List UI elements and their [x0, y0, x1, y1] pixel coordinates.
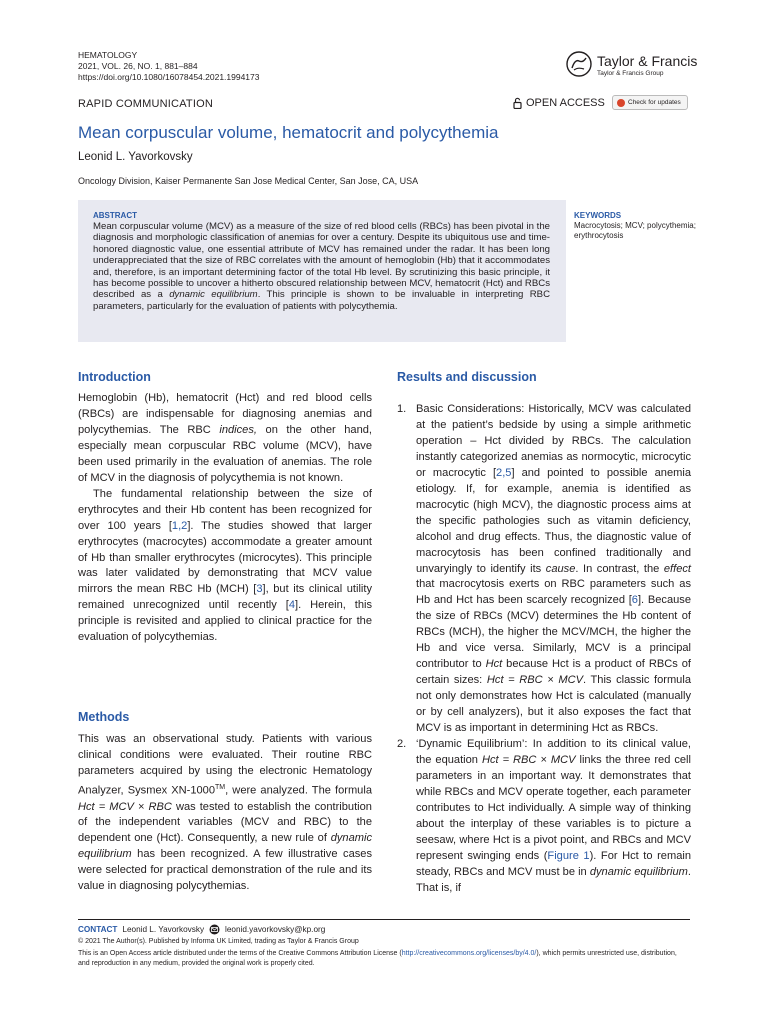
contact-label: CONTACT	[78, 925, 118, 934]
citation-link[interactable]: 4	[288, 599, 295, 612]
keywords-list: Macrocytosis; MCV; polycythemia; erythrocytosis	[574, 221, 696, 240]
figure-link[interactable]: Figure 1	[547, 849, 590, 862]
results-heading: Results and discussion	[397, 370, 537, 384]
copyright-notice: © 2021 The Author(s). Published by Informa UK Limited, trading as Taylor & Francis Group	[78, 938, 359, 945]
methods-heading: Methods	[78, 710, 130, 724]
abstract-text: Mean corpuscular volume (MCV) as a measure of the size of red blood cells (RBCs) has been pivotal in the diagnosis and morphologic classification of anemias for over a century. Despite its ubiquitous use and time-honored diagnostic value, one essential attribute of MCV has remained under the radar. It has been long underappreciated that the size of RBC correlates with the amount of hemoglobin (Hb) that it accommodates and, therefore, is an important determining factor of the total Hb level. By scrutinizing this basic principle, it has become possible to uncover a hitherto obscured relationship between MCV, hematocrit (Hct) and RBCs described as a dynamic equilibrium. This principle is shown to be invaluable in interpreting RBC parameters, particularly for the evaluation of patients with polycythemia.	[93, 221, 551, 312]
results-list	[397, 402, 691, 897]
list-item: 1. Basic Considerations: Historically, MCV was calculated at the patient’s bedside by using a simple arithmetic operation – Hct divided by RBCs. The calculation instantly categorized anemias as normocytic, microcytic or macrocytic [2,5] and pointed to possible anemia etiology. If, for example, anemia is identified as macrocytic (high MCV), the diagnostic process aims at the specific pathologies such as vitamin deficiency, alcohol and drug effects. Thus, the diagnostic value of macrocytosis has been confined traditionally and unvaryingly to identify its cause. In contrast, the effect that macrocytosis exerts on RBC parameters such as Hb and Hct has been scarcely recognized [6]. Because the size of RBCs (MCV) determines the Hb content of RBCs (MCH), the higher the MCV/MCH, the higher the Hb and vice versa. Similarly, MCV is a principal contributor to Hct because Hct is a product of RBCs of certain sizes: Hct = RBC × MCV. This classic formula not only demonstrates how Hct is calculated (manually or by cell analyzers), but it also exposes the fact that MCV is as important in determining Hct as RBCs.	[397, 403, 691, 735]
open-lock-icon	[513, 97, 522, 109]
journal-volume: 2021, VOL. 26, NO. 1, 881–884	[78, 61, 198, 71]
keywords-heading: KEYWORDS	[574, 211, 622, 220]
methods-paragraph: This was an observational study. Patients with various clinical conditions were evaluated. Their routine RBC parameters acquired by using the electronic Hematology Analyzer, Sysmex XN-1000™, were analyzed. The formula Hct = MCV × RBC was tested to establish the contribution of the independent variables (MCV and RBC) to the dependent one (Hct). Consequently, a new rule of dynamic equilibrium has been recognized. A few illustrative cases were selected for practical demonstration of the rule and its value in diagnosing polycythemias.	[78, 733, 372, 893]
methods-text	[78, 732, 372, 895]
list-item: 2. ‘Dynamic Equilibrium’: In addition to its clinical value, the equation Hct = RBC × MCV links the three red cell parameters in an important way. It demonstrates that while RBCs and MCV operate together, each parameter contributes to Hct individually. A simple way of thinking about the interplay of these variables is to picture a seesaw, where Hct is a pivot point, and RBCs and MCV represent swinging ends (Figure 1). For Hct to remain steady, RBCs and MCV must be in dynamic equilibrium. That is, if	[397, 738, 691, 894]
article-title: Mean corpuscular volume, hematocrit and polycythemia	[78, 123, 499, 142]
author-affiliation: Oncology Division, Kaiser Permanente San Jose Medical Center, San Jose, CA, USA	[78, 176, 419, 186]
results-text	[397, 402, 691, 897]
email-icon	[209, 924, 220, 935]
contact-email[interactable]: leonid.yavorkovsky@kp.org	[225, 925, 326, 934]
contact-line	[78, 924, 325, 935]
introduction-heading: Introduction	[78, 370, 151, 384]
license-link[interactable]: http://creativecommons.org/licenses/by/4.0/	[401, 950, 537, 957]
citation-link[interactable]: 2,5	[496, 466, 512, 479]
taylor-francis-icon	[565, 50, 593, 78]
footer-divider	[78, 919, 690, 920]
open-access-badge	[513, 97, 605, 109]
citation-link[interactable]: 6	[631, 594, 638, 607]
contact-name: Leonid L. Yavorkovsky	[122, 925, 205, 934]
publisher-logo[interactable]	[565, 50, 698, 84]
journal-doi[interactable]: https://doi.org/10.1080/16078454.2021.1994173	[78, 72, 260, 82]
article-type: RAPID COMMUNICATION	[78, 98, 213, 110]
citation-link[interactable]: 3	[256, 583, 263, 596]
open-access-label: OPEN ACCESS	[526, 97, 605, 109]
intro-paragraph-1: Hemoglobin (Hb), hematocrit (Hct) and red blood cells (RBCs) are indispensable for diagnosing anemias and polycythemias. The RBC indices, on the other hand, especially mean corpuscular RBC volume (MCV), have been used primarily in the evaluation of anemias. The role of MCV in the diagnosis of polycythemia is not known.	[78, 392, 372, 484]
journal-info	[78, 50, 260, 83]
publisher-group: Taylor & Francis Group	[597, 70, 664, 77]
abstract-heading: ABSTRACT	[93, 211, 137, 220]
journal-name: HEMATOLOGY	[78, 50, 138, 60]
crossmark-icon	[617, 99, 625, 107]
publisher-name: Taylor & Francis	[597, 53, 698, 69]
author-name[interactable]: Leonid L. Yavorkovsky	[78, 151, 193, 163]
check-for-updates-button[interactable]	[612, 95, 688, 110]
check-updates-label: Check for updates	[628, 99, 681, 106]
license-notice: This is an Open Access article distributed under the terms of the Creative Commons Attribution License (http://creativecommons.org/licenses/by/4.0/), which permits unrestricted use, distribution, and reproduction in any medium, provided the original work is properly cited.	[78, 950, 677, 967]
intro-paragraph-2: The fundamental relationship between the size of erythrocytes and their Hb content has been recognized for over 100 years [1,2]. The studies showed that larger erythrocytes (macrocytes) accommodate a greater amount of Hb than smaller erythrocytes (microcytes). This principle was later validated by demonstrating that MCV value mirrors the mean RBC Hb (MCH) [3], but its clinical utility remained unrecognized until recently [4]. Herein, this principle is revisited and applied to clinical practice for the evaluation of polycythemias.	[78, 487, 373, 644]
introduction-text	[78, 391, 372, 646]
citation-link[interactable]: 1,2	[171, 519, 188, 532]
